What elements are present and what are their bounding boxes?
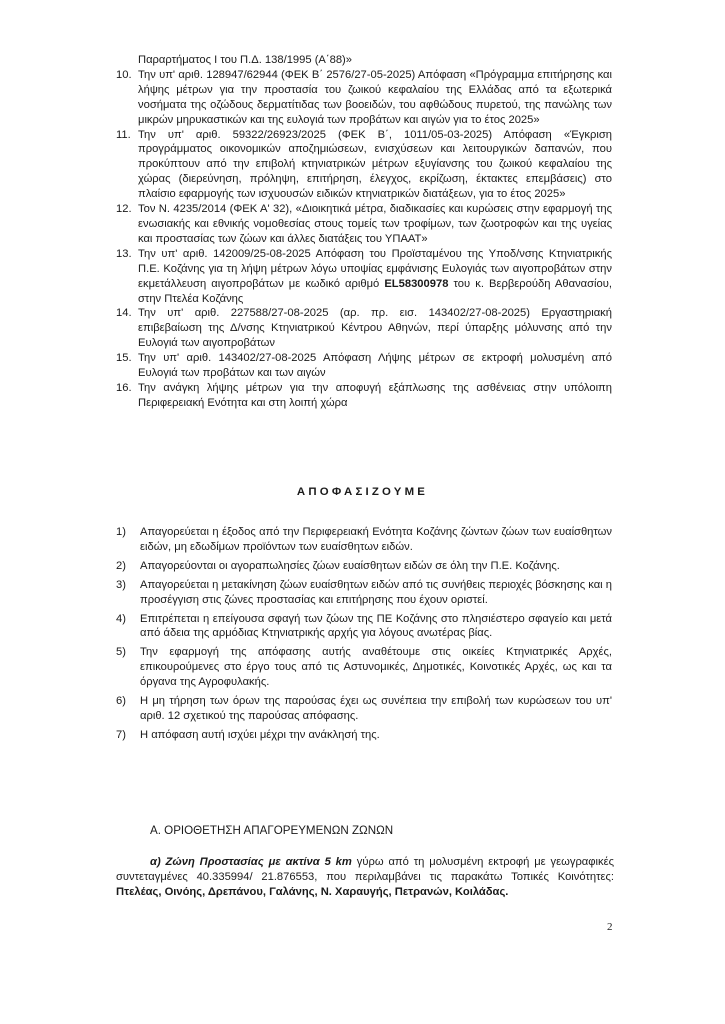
references-list — [116, 53, 612, 411]
holding-code: EL58300978 — [384, 277, 449, 290]
decision-item — [116, 612, 612, 642]
section-title: Α. ΟΡΙΟΘΕΤΗΣΗ ΑΠΑΓΟΡΕΥΜΕΝΩΝ ΖΩΝΩΝ — [150, 824, 394, 837]
decision-item — [116, 578, 612, 608]
reference-number: 16. — [116, 381, 132, 394]
decision-number: 6) — [116, 695, 126, 708]
decision-item — [116, 559, 612, 574]
decision-text: Απαγορεύεται η έξοδος από την Περιφερειακή Ενότητα Κοζάνης ζώντων ζώων των ευαίσθητων ειδών, μη εδωδίμων προϊόντων των ευαίσθητων ειδών. — [140, 526, 612, 553]
decision-number: 7) — [116, 728, 126, 741]
zone-lead: α) Ζώνη Προστασίας με ακτίνα 5 km — [150, 856, 352, 868]
decision-item — [116, 694, 612, 724]
decision-number: 4) — [116, 612, 126, 625]
zone-paragraph — [116, 855, 614, 900]
reference-item-15 — [116, 351, 612, 381]
reference-item-14 — [116, 306, 612, 351]
decision-text: Απαγορεύονται οι αγοραπωλησίες ζώων ευαίσθητων ειδών σε όλη την Π.Ε. Κοζάνης. — [140, 559, 560, 572]
reference-number: 13. — [116, 247, 132, 260]
reference-text — [138, 247, 612, 307]
decision-item — [116, 645, 612, 690]
decision-item — [116, 728, 612, 743]
decision-text: Την εφαρμογή της απόφασης αυτής αναθέτουμε στις οικείες Κτηνιατρικές Αρχές, επικουρούμενες στο έργο τους από τις Αστυνομικές, Δημοτικές, Κοινοτικές Αρχές, ως και τα όργανα της Αγροφυλακής. — [140, 646, 612, 689]
reference-number: 15. — [116, 352, 132, 365]
reference-text: Την υπ' αριθ. 227588/27-08-2025 (αρ. πρ. εισ. 143402/27-08-2025) Εργαστηριακή επιβεβαίωση της Δ/νσης Κτηνιατρικού Κέντρου Αθηνών, περί ύπαρξης μόλυνσης από την Ευλογιά των αιγοπροβάτων — [138, 307, 612, 350]
decision-number: 2) — [116, 559, 126, 572]
decision-text: Απαγορεύεται η μετακίνηση ζώων ευαίσθητων ειδών από τις συνήθεις περιοχές βόσκησης και η προσέγγιση στις ζώνες προστασίας και επιτήρησης που έχουν οριστεί. — [140, 578, 612, 606]
reference-number: 14. — [116, 307, 132, 320]
zone-communities: Πτελέας, Οινόης, Δρεπάνου, Γαλάνης, Ν. Χαραυγής, Πετρανών, Κοιλάδας. — [116, 885, 509, 898]
page-number: 2 — [607, 921, 613, 933]
reference-item-12 — [116, 202, 612, 247]
reference-number: 10. — [116, 68, 132, 81]
reference-item-13 — [116, 247, 612, 307]
protection-zone-paragraph — [116, 855, 614, 900]
reference-text: Την υπ' αριθ. 143402/27-08-2025 Απόφαση Λήψης μέτρων σε εκτροφή μολυσμένη από Ευλογιά των προβάτων και των αιγών — [138, 352, 612, 380]
reference-item-11 — [116, 128, 612, 203]
reference-text: Την υπ' αριθ. 128947/62944 (ΦΕΚ Β΄ 2576/27-05-2025) Απόφαση «Πρόγραμμα επιτήρησης και λήψης μέτρων για την προστασία του ζωικού κεφαλαίου της Ελλάδας από τα εξωτερικά νοσήματα της οζώδους δερματίτιδας των βοοειδών, του αφθώδους πυρετού, της πανώλης των μικρών μηρυκαστικών και της ευλογιά των προβάτων και αιγών για το έτος 2025» — [138, 68, 612, 126]
decision-text: Η μη τήρηση των όρων της παρούσας έχει ως συνέπεια την επιβολή των κυρώσεων του υπ' αριθ. 12 σχετικού της παρούσας απόφασης. — [140, 695, 612, 722]
reference-text-before: Την υπ' αριθ. 142009/25-08-2025 Απόφαση του Προϊσταμένου της Υποδ/νσης Κτηνιατρικής Π.Ε. Κοζάνης για τη λήψη μέτρων λόγω υποψίας εμφάνισης Ευλογιάς των αιγοπροβάτων στην εκμετάλλευση αιγοπροβάτων με κωδικό αριθμό — [138, 247, 612, 290]
reference-text: Την ανάγκη λήψης μέτρων για την αποφυγή εξάπλωσης της ασθένειας στην υπόλοιπη Περιφερειακή Ενότητα και στη λοιπή χώρα — [138, 381, 612, 409]
decision-item — [116, 525, 612, 555]
reference-number: 12. — [116, 203, 132, 216]
reference-continuation: Παραρτήματος Ι του Π.Δ. 138/1995 (Α΄88)» — [138, 54, 352, 66]
decision-number: 1) — [116, 526, 126, 538]
decision-text: Επιτρέπεται η επείγουσα σφαγή των ζώων της ΠΕ Κοζάνης στο πλησιέστερο σφαγείο και μετά από άδεια της αρμόδιας Κτηνιατρικής αρχής για λόγους ανωτέρας βίας. — [140, 612, 612, 640]
reference-text-after: του κ. Βερβερούδη Αθανασίου, στην Πτελέα Κοζάνης — [138, 277, 612, 305]
reference-item-16 — [116, 381, 612, 411]
reference-text: Τον Ν. 4235/2014 (ΦΕΚ Α' 32), «Διοικητικά μέτρα, διαδικασίες και κυρώσεις στην εφαρμογή της ενωσιακής και εθνικής νομοθεσίας στους τομείς των τροφίμων, των ζωοτροφών και της υγείας και προστασίας των ζώων και άλλες διατάξεις του ΥΠΑΑΤ» — [138, 203, 612, 245]
decision-number: 5) — [116, 646, 126, 659]
reference-item-10 — [116, 68, 612, 128]
reference-number: 11. — [116, 128, 131, 141]
decision-number: 3) — [116, 578, 126, 591]
decision-text: Η απόφαση αυτή ισχύει μέχρι την ανάκλησή της. — [140, 728, 380, 741]
decision-heading: ΑΠΟΦΑΣΙΖΟΥΜΕ — [296, 486, 429, 498]
decisions-list — [116, 525, 612, 747]
zone-body: γύρω από τη μολυσμένη εκτροφή με γεωγραφικές συντεταγμένες 40.335994/ 21.876553, που περιλαμβάνει τις παρακάτω Τοπικές Κοινότητες: — [116, 856, 614, 883]
reference-text: Την υπ' αριθ. 59322/26923/2025 (ΦΕΚ Β΄, 1011/05-03-2025) Απόφαση «Έγκριση προγράμματος οικονομικών αποζημιώσεων, ενισχύσεων και λειτουργικών δαπανών, που προκύπτουν από την επιβολή κτηνιατρικών μέτρων εξυγίανσης του ζωικού κεφαλαίου της χώρας (διερεύνηση, πρόληψη, επιτήρηση, έλεγχος, εκρίζωση, έκτακτες επεμβάσεις) στο πλαίσιο εφαρμογής των ισχυουσών ειδικών κτηνιατρικών διατάξεων, για το έτος 2025» — [138, 128, 612, 201]
